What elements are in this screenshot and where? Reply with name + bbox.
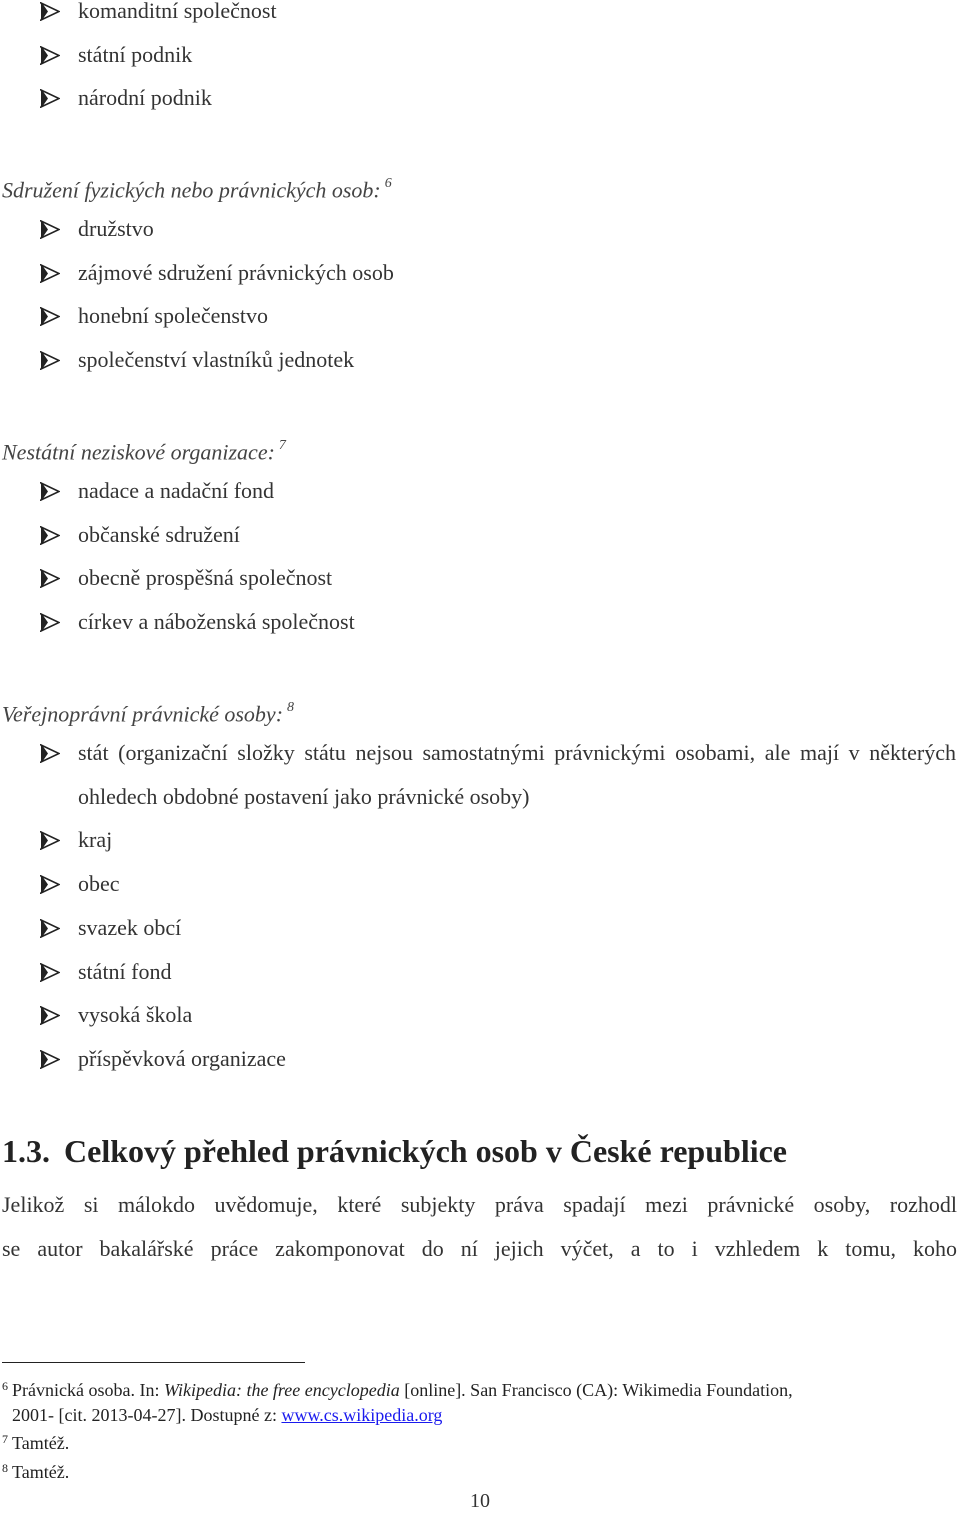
heading-nestatni: Nestátní neziskové organizace: $^7$ <box>2 438 286 465</box>
arrowhead-bullet-icon <box>40 251 62 295</box>
footnote-6: $^6$ Právnická osoba. In: Wikipedia: the free encyclopedia [online]. San Francisco (CA): Wikimedia Foundation, 2001- [cit. 2013-04-27]. Dostupné z: www.cs.wikipedia.org <box>2 1374 942 1427</box>
footnote-continuation: 2001- [cit. 2013-04-27]. Dostupné z: www.cs.wikipedia.org <box>12 1404 443 1425</box>
footnote-divider <box>2 1362 305 1363</box>
arrowhead-bullet-icon <box>40 731 62 775</box>
arrowhead-bullet-icon <box>40 338 62 382</box>
bullet-list-legal-entities <box>0 0 960 120</box>
list-item: zájmové sdružení právnických osob <box>0 251 960 295</box>
list-item: národní podnik <box>0 76 960 120</box>
arrowhead-bullet-icon <box>40 0 62 33</box>
footnote-ref[interactable]: 7 <box>278 438 286 453</box>
footnote-ref[interactable]: 6 <box>384 176 392 191</box>
paragraph-line: Jelikož si málokdo uvědomuje, které subjekty práva spadají mezi právnické osoby, rozhodl <box>2 1192 957 1217</box>
list-item: státní fond <box>0 950 960 994</box>
list-item: obecně prospěšná společnost <box>0 556 960 600</box>
footnote-8: $^8$ Tamtéž. <box>2 1460 70 1482</box>
arrowhead-bullet-icon <box>40 950 62 994</box>
list-item: obec <box>0 862 960 906</box>
arrowhead-bullet-icon <box>40 862 62 906</box>
list-item: církev a náboženská společnost <box>0 600 960 644</box>
bullet-list-sdruzeni <box>0 207 960 382</box>
footnote-mark: 7 <box>2 1432 8 1446</box>
wikipedia-link[interactable]: www.cs.wikipedia.org <box>281 1404 443 1425</box>
list-item: vysoká škola <box>0 993 960 1037</box>
footnote-ref[interactable]: 8 <box>287 700 295 715</box>
arrowhead-bullet-icon <box>40 556 62 600</box>
heading-verejnopravni: Veřejnoprávní právnické osoby: $^8$ <box>2 700 295 727</box>
arrowhead-bullet-icon <box>40 906 62 950</box>
list-item: státní podnik <box>0 33 960 77</box>
list-item: občanské sdružení <box>0 513 960 557</box>
list-item: komanditní společnost <box>0 0 960 33</box>
paragraph-line: se autor bakalářské práce zakomponovat do ní jejich výčet, a to i vzhledem k tomu, koho <box>2 1235 957 1261</box>
list-item: stát (organizační složky státu nejsou samostatnými právnickými osobami, ale mají v některých ohledech obdobné postavení jako právnické osoby) <box>0 731 960 818</box>
list-item: svazek obcí <box>0 906 960 950</box>
arrowhead-bullet-icon <box>40 33 62 77</box>
section-title <box>2 1129 787 1173</box>
arrowhead-bullet-icon <box>40 207 62 251</box>
arrowhead-bullet-icon <box>40 1037 62 1081</box>
arrowhead-bullet-icon <box>40 600 62 644</box>
arrowhead-bullet-icon <box>40 469 62 513</box>
arrowhead-bullet-icon <box>40 76 62 120</box>
bullet-list-verejnopravni <box>0 731 960 1081</box>
arrowhead-bullet-icon <box>40 818 62 862</box>
section-title-text: Celkový přehled právnických osob v České republice <box>64 1133 787 1169</box>
list-item: příspěvková organizace <box>0 1037 960 1081</box>
arrowhead-bullet-icon <box>40 294 62 338</box>
arrowhead-bullet-icon <box>40 513 62 557</box>
arrowhead-bullet-icon <box>40 993 62 1037</box>
list-item: družstvo <box>0 207 960 251</box>
footnotes <box>2 1374 942 1484</box>
footnote-7: $^7$ Tamtéž. <box>2 1432 70 1453</box>
footnote-mark: 6 <box>2 1379 8 1393</box>
footnote-mark: 8 <box>2 1460 8 1475</box>
page-number: 10 <box>470 1490 490 1512</box>
list-item: společenství vlastníků jednotek <box>0 338 960 382</box>
section-number: 1.3. <box>2 1133 50 1169</box>
list-item: kraj <box>0 818 960 862</box>
heading-sdruzeni: Sdružení fyzických nebo právnických osob: $^6$ <box>2 176 392 203</box>
list-item: honební společenstvo <box>0 294 960 338</box>
list-item: nadace a nadační fond <box>0 469 960 513</box>
body-paragraph <box>2 1183 957 1270</box>
footnote-italic-title: Wikipedia: the free encyclopedia <box>163 1380 400 1400</box>
bullet-list-nestatni <box>0 469 960 644</box>
